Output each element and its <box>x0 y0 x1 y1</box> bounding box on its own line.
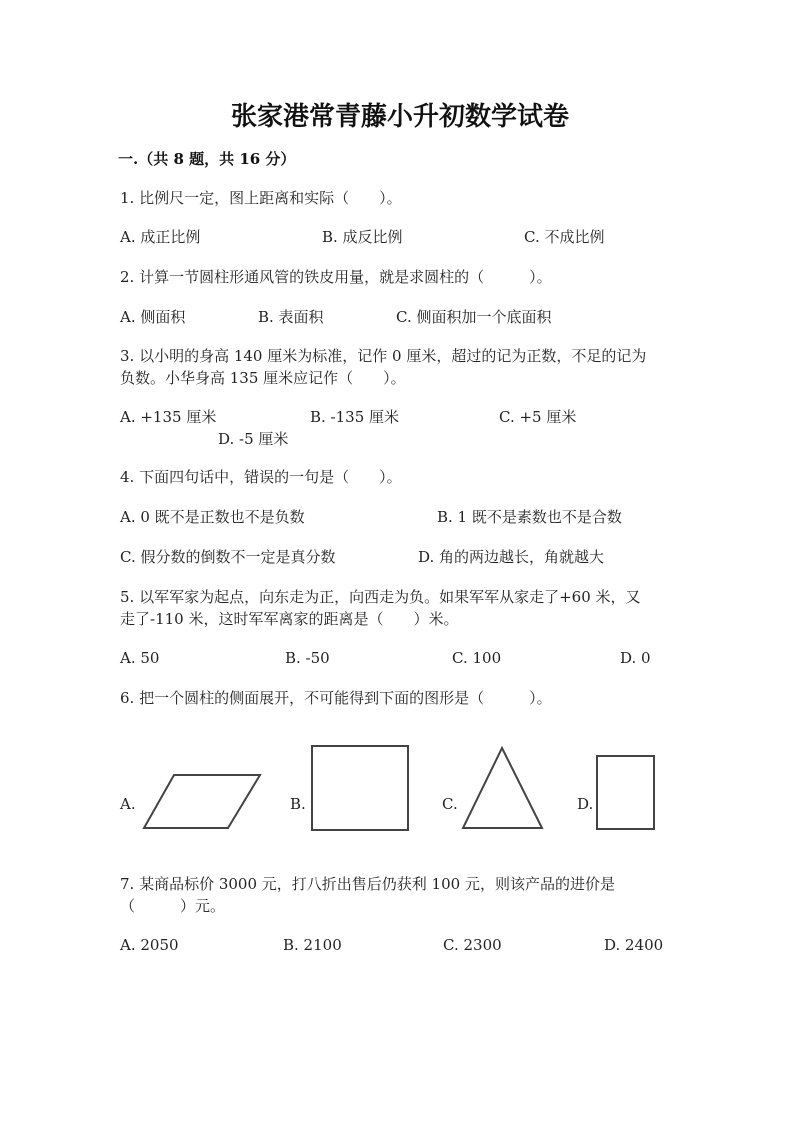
q2-option-a: A. 侧面积 <box>120 308 186 326</box>
q1-option-b: B. 成反比例 <box>322 228 403 246</box>
q7-option-d: D. 2400 <box>604 936 664 954</box>
q5-option-d: D. 0 <box>620 649 651 667</box>
q3-option-a: A. +135 厘米 <box>120 408 217 426</box>
q4-option-b: B. 1 既不是素数也不是合数 <box>437 508 622 526</box>
q7-option-a: A. 2050 <box>120 936 179 954</box>
q3-option-b: B. -135 厘米 <box>310 408 400 426</box>
section-heading: 一.（共 8 题，共 16 分） <box>118 150 296 168</box>
rectangle-figure <box>595 754 657 832</box>
question-1-stem: 1. 比例尺一定，图上距离和实际（ ）。 <box>120 189 402 207</box>
q5-option-c: C. 100 <box>452 649 502 667</box>
q1-option-c: C. 不成比例 <box>524 228 605 246</box>
rectangle-shape <box>597 756 654 829</box>
q5-option-a: A. 50 <box>120 649 160 667</box>
square-figure <box>310 744 412 832</box>
q6-option-a: A. <box>120 795 136 813</box>
q3-option-c: C. +5 厘米 <box>499 408 577 426</box>
question-7-stem-line-2: （ ）元。 <box>120 897 226 915</box>
question-5-stem-line-1: 5. 以军军家为起点，向东走为正，向西走为负。如果军军从家走了+60 米，又 <box>120 588 641 606</box>
q2-option-c: C. 侧面积加一个底面积 <box>396 308 552 326</box>
q1-option-a: A. 成正比例 <box>120 228 201 246</box>
triangle-figure <box>460 744 546 832</box>
parallelogram-shape <box>144 775 260 828</box>
question-2-stem: 2. 计算一节圆柱形通风管的铁皮用量，就是求圆柱的（ ）。 <box>120 268 552 286</box>
triangle-shape <box>463 748 542 828</box>
question-3-stem-line-1: 3. 以小明的身高 140 厘米为标准，记作 0 厘米，超过的记为正数，不足的记为 <box>120 347 647 365</box>
q6-option-c: C. <box>442 795 458 813</box>
question-6-stem: 6. 把一个圆柱的侧面展开，不可能得到下面的图形是（ ）。 <box>120 689 552 707</box>
question-7-stem-line-1: 7. 某商品标价 3000 元，打八折出售后仍获利 100 元，则该产品的进价是 <box>120 875 615 893</box>
q4-option-d: D. 角的两边越长，角就越大 <box>418 548 605 566</box>
question-5-stem-line-2: 走了-110 米，这时军军离家的距离是（ ）米。 <box>120 610 459 628</box>
q2-option-b: B. 表面积 <box>258 308 324 326</box>
page-title: 张家港常青藤小升初数学试卷 <box>230 102 569 132</box>
q6-option-d: D. <box>577 795 594 813</box>
parallelogram-figure <box>140 770 264 832</box>
q4-option-a: A. 0 既不是正数也不是负数 <box>120 508 305 526</box>
q5-option-b: B. -50 <box>285 649 330 667</box>
q4-option-c: C. 假分数的倒数不一定是真分数 <box>120 548 336 566</box>
square-shape <box>312 746 408 830</box>
question-4-stem: 4. 下面四句话中，错误的一句是（ ）。 <box>120 468 402 486</box>
question-3-stem-line-2: 负数。小华身高 135 厘米应记作（ ）。 <box>120 369 406 387</box>
q7-option-c: C. 2300 <box>443 936 502 954</box>
q7-option-b: B. 2100 <box>283 936 342 954</box>
q6-option-b: B. <box>290 795 306 813</box>
q3-option-d: D. -5 厘米 <box>218 430 289 448</box>
